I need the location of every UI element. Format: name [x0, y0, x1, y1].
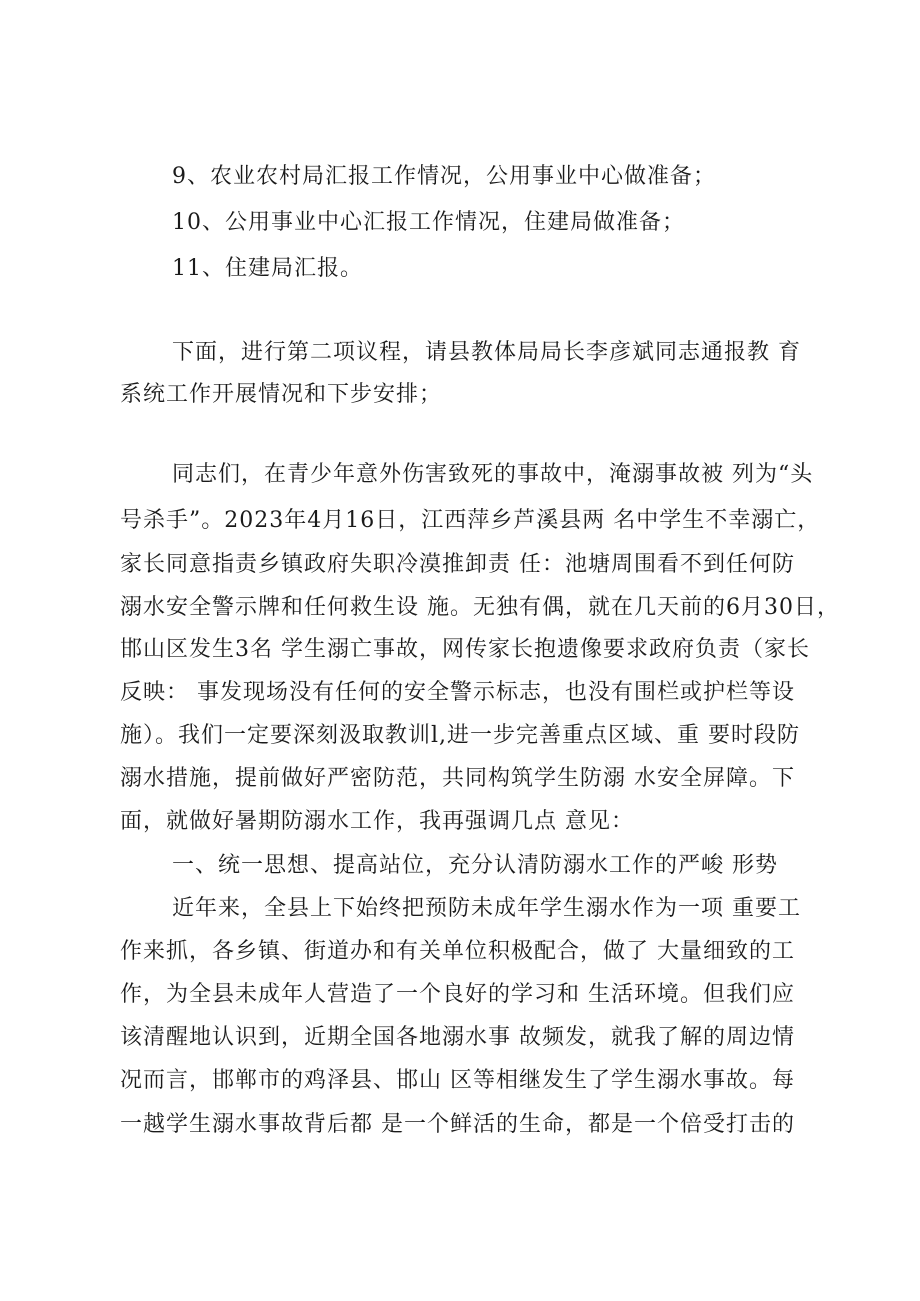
accident-paragraph-line: 同志们，在青少年意外伤害致死的事故中，淹溺事故被 列为“头: [172, 462, 814, 487]
accident-paragraph-line: 号杀手”。2023年4月16日，江西萍乡芦溪县两 名中学生不幸溺亡，: [120, 508, 821, 533]
accident-paragraph-line: 邯山区发生3名 学生溺亡事故，网传家长抱遗像要求政府负责（家长: [120, 637, 810, 662]
accident-paragraph-line: 溺水措施，提前做好严密防范，共同构筑学生防溺 水安全屏障。下: [120, 766, 795, 791]
list-item-11: 11、住建局汇报。: [172, 256, 363, 281]
recent-paragraph-line: 近年来，全县上下始终把预防未成年学生溺水作为一项 重要工: [172, 896, 801, 921]
recent-paragraph-line: 该清醒地认识到，近期全国各地溺水事 故频发，就我了解的周边情: [120, 1025, 795, 1050]
list-item-9: 9、农业农村局汇报工作情况，公用事业中心做准备；: [172, 164, 716, 189]
recent-paragraph-line: 况而言，邯郸市的鸡泽县、邯山 区等相继发生了学生溺水事故。每: [120, 1068, 795, 1093]
accident-paragraph-line: 施）。我们一定要深刻汲取教训l,进一步完善重点区域、重 要时段防: [120, 723, 801, 748]
accident-paragraph-line: 家长同意指责乡镇政府失职冷漠推卸责 任：池塘周围看不到任何防: [120, 552, 795, 577]
agenda-paragraph-line: 下面，进行第二项议程，请县教体局局长李彦斌同志通报教 育: [172, 340, 801, 365]
accident-paragraph-line: 反映： 事发现场没有任何的安全警示标志，也没有围栏或护栏等设: [120, 680, 795, 705]
recent-paragraph-line: 作来抓，各乡镇、街道办和有关单位积极配合，做了 大量细致的工: [120, 939, 795, 964]
agenda-paragraph-line: 系统工作开展情况和下步安排；: [120, 382, 443, 407]
section-heading: 一、统一思想、提高站位，充分认清防溺水工作的严峻 形势: [172, 853, 778, 878]
accident-paragraph-line: 面，就做好暑期防溺水工作，我再强调几点 意见：: [120, 809, 634, 834]
list-item-10: 10、公用事业中心汇报工作情况，住建局做准备；: [172, 210, 685, 235]
accident-paragraph-line: 溺水安全警示牌和任何救生设 施。无独有偶，就在几天前的6月30日，: [120, 595, 840, 620]
recent-paragraph-line: 作，为全县未成年人营造了一个良好的学习和 生活环境。但我们应: [120, 982, 795, 1007]
recent-paragraph-line: 一越学生溺水事故背后都 是一个鲜活的生命，都是一个倍受打击的: [120, 1112, 795, 1137]
